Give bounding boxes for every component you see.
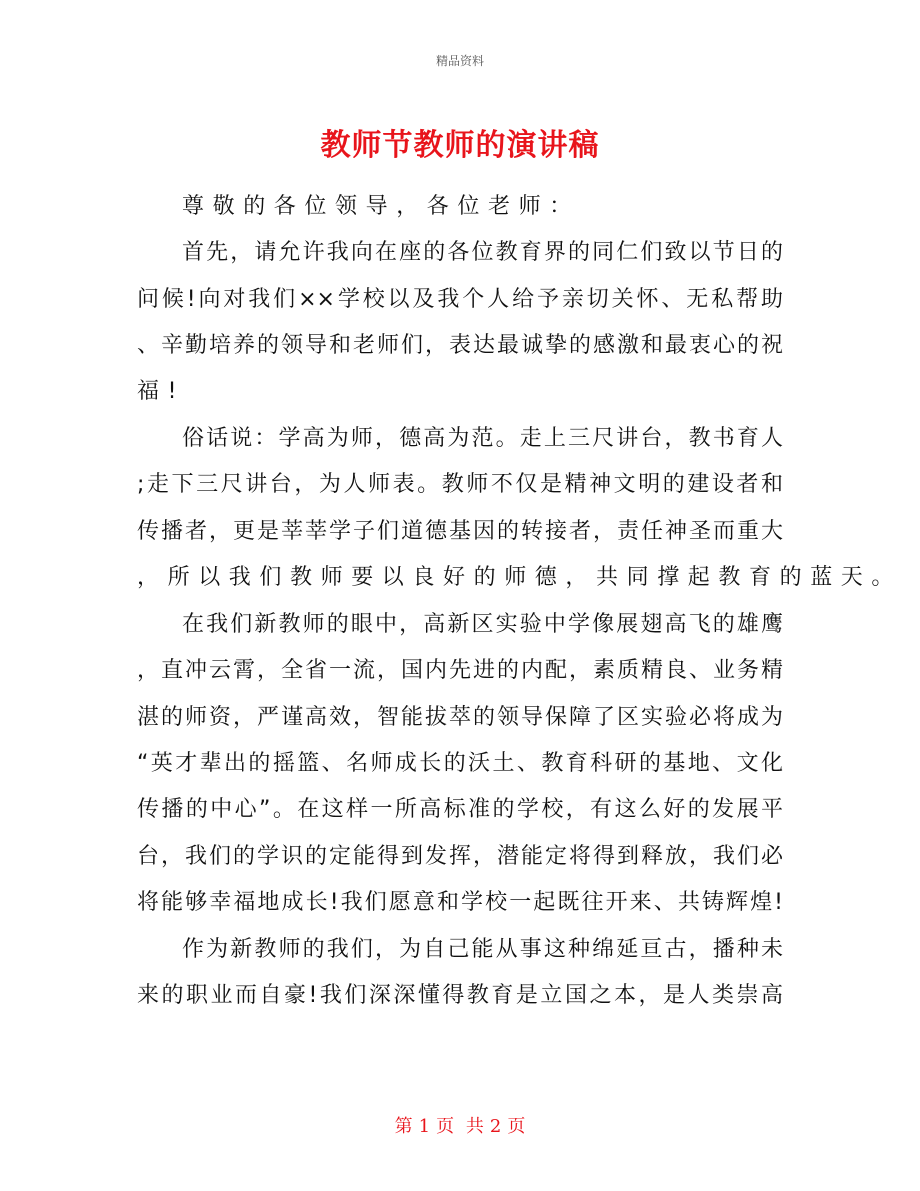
paragraph-line: 、辛勤培养的领导和老师们，表达最诚挚的感激和最衷心的祝 — [137, 333, 783, 358]
document-title: 教师节教师的演讲稿 — [320, 128, 600, 163]
current-page: 1 — [418, 1116, 431, 1137]
paragraph-line: 作为新教师的我们，为自己能从事这种绵延亘古，播种未 — [182, 937, 783, 962]
paragraph-line: 湛的师资，严谨高效，智能拔萃的领导保障了区实验必将成为 — [137, 705, 783, 730]
paragraph-line: 俗话说：学高为师，德高为范。走上三尺讲台，教书育人 — [182, 426, 783, 451]
page-number — [0, 1112, 920, 1138]
paragraph-line: “英才辈出的摇篮、名师成长的沃土、教育科研的基地、文化 — [137, 751, 783, 776]
paragraph-line: 问候!向对我们××学校以及我个人给予亲切关怀、无私帮助 — [137, 287, 783, 312]
paragraph-line: ;走下三尺讲台，为人师表。教师不仅是精神文明的建设者和 — [137, 472, 783, 497]
paragraph-line: 在我们新教师的眼中，高新区实验中学像展翅高飞的雄鹰 — [182, 612, 783, 637]
page-header-label: 精品资料 — [435, 54, 484, 68]
paragraph-line: 传播者，更是莘莘学子们道德基因的转接者，责任神圣而重大 — [137, 519, 783, 544]
paragraph-line: ，直冲云霄，全省一流，国内先进的内配，素质精良、业务精 — [137, 658, 783, 683]
paragraph-line: 尊敬的各位领导，各位老师： — [182, 194, 580, 219]
paragraph-line: 来的职业而自豪!我们深深懂得教育是立国之本，是人类崇高 — [137, 983, 783, 1008]
page-prefix: 第 — [394, 1116, 413, 1137]
paragraph-line: 将能够幸福地成长!我们愿意和学校一起既往开来、共铸辉煌! — [137, 890, 783, 915]
paragraph-line: 台，我们的学识的定能得到发挥，潜能定将得到释放，我们必 — [137, 844, 783, 869]
total-pages: 2 — [489, 1116, 502, 1137]
paragraph-line: 传播的中心”。在这样一所高标准的学校，有这么好的发展平 — [137, 797, 783, 822]
paragraph-line: 首先，请允许我向在座的各位教育界的同仁们致以节日的 — [182, 240, 783, 265]
paragraph-line: 福! — [137, 379, 186, 404]
page-middle: 页 共 — [436, 1116, 484, 1137]
page-suffix: 页 — [507, 1116, 526, 1137]
paragraph-line: ，所以我们教师要以良好的师德，共同撑起教育的蓝天。 — [137, 565, 903, 590]
